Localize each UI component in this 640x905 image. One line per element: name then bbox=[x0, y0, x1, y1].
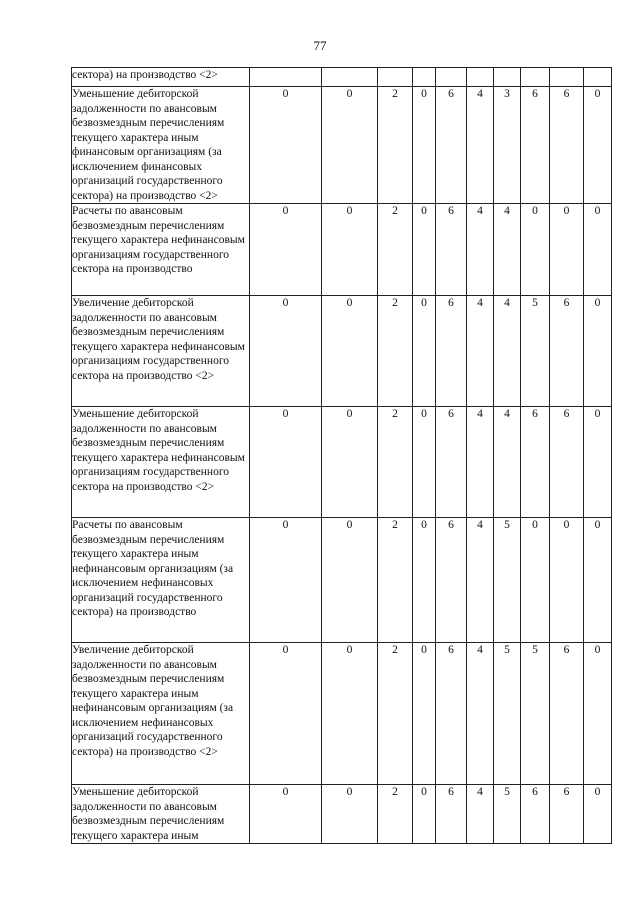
code-digit-cell: 0 bbox=[521, 518, 550, 643]
table-row bbox=[72, 68, 612, 87]
code-digit-cell: 0 bbox=[584, 785, 612, 844]
code-digit-cell: 0 bbox=[413, 518, 436, 643]
code-digit-cell: 0 bbox=[550, 204, 584, 296]
code-digit-cell: 6 bbox=[550, 643, 584, 785]
code-digit-cell bbox=[378, 68, 413, 87]
code-digit-cell: 0 bbox=[322, 204, 378, 296]
code-digit-cell: 6 bbox=[521, 87, 550, 204]
code-digit-cell: 0 bbox=[322, 785, 378, 844]
code-digit-cell: 0 bbox=[413, 407, 436, 518]
code-digit-cell: 6 bbox=[521, 785, 550, 844]
code-digit-cell bbox=[584, 68, 612, 87]
row-label: Уменьшение дебиторской задолженности по авансовым безвозмездным перечислениям текущего характера иным bbox=[72, 785, 250, 844]
table-row bbox=[72, 518, 612, 643]
code-digit-cell: 2 bbox=[378, 204, 413, 296]
code-digit-cell: 0 bbox=[584, 87, 612, 204]
code-digit-cell: 3 bbox=[494, 87, 521, 204]
table-row bbox=[72, 296, 612, 407]
code-digit-cell: 6 bbox=[436, 643, 467, 785]
table-row bbox=[72, 87, 612, 204]
code-digit-cell: 0 bbox=[413, 785, 436, 844]
code-digit-cell bbox=[413, 68, 436, 87]
code-digit-cell: 4 bbox=[467, 87, 494, 204]
code-digit-cell: 4 bbox=[494, 204, 521, 296]
code-digit-cell: 4 bbox=[467, 407, 494, 518]
code-digit-cell: 6 bbox=[550, 87, 584, 204]
code-digit-cell: 0 bbox=[322, 643, 378, 785]
code-digit-cell: 2 bbox=[378, 643, 413, 785]
code-digit-cell: 2 bbox=[378, 407, 413, 518]
code-digit-cell: 6 bbox=[550, 296, 584, 407]
code-digit-cell: 0 bbox=[250, 407, 322, 518]
code-digit-cell: 4 bbox=[467, 518, 494, 643]
code-digit-cell bbox=[494, 68, 521, 87]
code-digit-cell bbox=[322, 68, 378, 87]
row-label: Уменьшение дебиторской задолженности по авансовым безвозмездным перечислениям текущего характера иным финансовым организациям (за исключением финансовых организаций государственного сектора) на производство <2> bbox=[72, 87, 250, 204]
code-digit-cell: 0 bbox=[413, 296, 436, 407]
code-digit-cell: 0 bbox=[250, 296, 322, 407]
code-digit-cell bbox=[436, 68, 467, 87]
code-digit-cell: 0 bbox=[322, 518, 378, 643]
table-row bbox=[72, 407, 612, 518]
table-row bbox=[72, 204, 612, 296]
code-digit-cell: 0 bbox=[584, 407, 612, 518]
table-row bbox=[72, 785, 612, 844]
code-digit-cell bbox=[550, 68, 584, 87]
code-digit-cell: 4 bbox=[494, 407, 521, 518]
code-digit-cell: 0 bbox=[584, 643, 612, 785]
code-digit-cell: 0 bbox=[413, 643, 436, 785]
code-digit-cell: 6 bbox=[550, 785, 584, 844]
code-digit-cell: 4 bbox=[467, 204, 494, 296]
code-digit-cell: 6 bbox=[550, 407, 584, 518]
code-digit-cell: 0 bbox=[250, 785, 322, 844]
row-label: сектора) на производство <2> bbox=[72, 68, 250, 87]
row-label: Расчеты по авансовым безвозмездным перечислениям текущего характера иным нефинансовым организациям (за исключением нефинансовых организаций государственного сектора) на производство bbox=[72, 518, 250, 643]
code-digit-cell: 0 bbox=[250, 87, 322, 204]
row-label: Увеличение дебиторской задолженности по авансовым безвозмездным перечислениям текущего характера нефинансовым организациям государственного сектора на производство <2> bbox=[72, 296, 250, 407]
code-digit-cell: 5 bbox=[494, 643, 521, 785]
code-digit-cell: 0 bbox=[584, 204, 612, 296]
code-digit-cell: 0 bbox=[550, 518, 584, 643]
table-body bbox=[72, 68, 612, 844]
row-label: Увеличение дебиторской задолженности по авансовым безвозмездным перечислениям текущего характера иным нефинансовым организациям (за исключением нефинансовых организаций государственного сектора) на производство <2> bbox=[72, 643, 250, 785]
code-digit-cell: 0 bbox=[250, 204, 322, 296]
code-digit-cell: 0 bbox=[322, 87, 378, 204]
code-digit-cell: 0 bbox=[322, 296, 378, 407]
code-digit-cell: 0 bbox=[521, 204, 550, 296]
page-number: 77 bbox=[313, 38, 327, 53]
code-digit-cell: 0 bbox=[584, 296, 612, 407]
code-digit-cell: 6 bbox=[436, 296, 467, 407]
code-digit-cell: 0 bbox=[250, 643, 322, 785]
code-digit-cell: 0 bbox=[413, 204, 436, 296]
code-digit-cell: 2 bbox=[378, 518, 413, 643]
code-digit-cell: 5 bbox=[494, 785, 521, 844]
code-digit-cell: 4 bbox=[494, 296, 521, 407]
code-digit-cell: 4 bbox=[467, 643, 494, 785]
code-digit-cell: 5 bbox=[494, 518, 521, 643]
code-digit-cell: 5 bbox=[521, 296, 550, 407]
code-digit-cell: 6 bbox=[436, 785, 467, 844]
table-row bbox=[72, 643, 612, 785]
account-code-table bbox=[71, 67, 612, 844]
code-digit-cell bbox=[250, 68, 322, 87]
code-digit-cell: 6 bbox=[436, 518, 467, 643]
code-digit-cell: 2 bbox=[378, 87, 413, 204]
code-digit-cell: 6 bbox=[436, 407, 467, 518]
code-digit-cell: 6 bbox=[521, 407, 550, 518]
code-digit-cell bbox=[467, 68, 494, 87]
code-digit-cell: 5 bbox=[521, 643, 550, 785]
code-digit-cell: 2 bbox=[378, 296, 413, 407]
code-digit-cell: 0 bbox=[413, 87, 436, 204]
code-digit-cell: 2 bbox=[378, 785, 413, 844]
code-digit-cell: 0 bbox=[322, 407, 378, 518]
row-label: Расчеты по авансовым безвозмездным перечислениям текущего характера нефинансовым организациям государственного сектора на производство bbox=[72, 204, 250, 296]
code-digit-cell: 0 bbox=[584, 518, 612, 643]
code-digit-cell: 6 bbox=[436, 204, 467, 296]
code-digit-cell: 6 bbox=[436, 87, 467, 204]
code-digit-cell: 4 bbox=[467, 785, 494, 844]
code-digit-cell bbox=[521, 68, 550, 87]
code-digit-cell: 4 bbox=[467, 296, 494, 407]
code-digit-cell: 0 bbox=[250, 518, 322, 643]
row-label: Уменьшение дебиторской задолженности по авансовым безвозмездным перечислениям текущего характера нефинансовым организациям государственного сектора на производство <2> bbox=[72, 407, 250, 518]
